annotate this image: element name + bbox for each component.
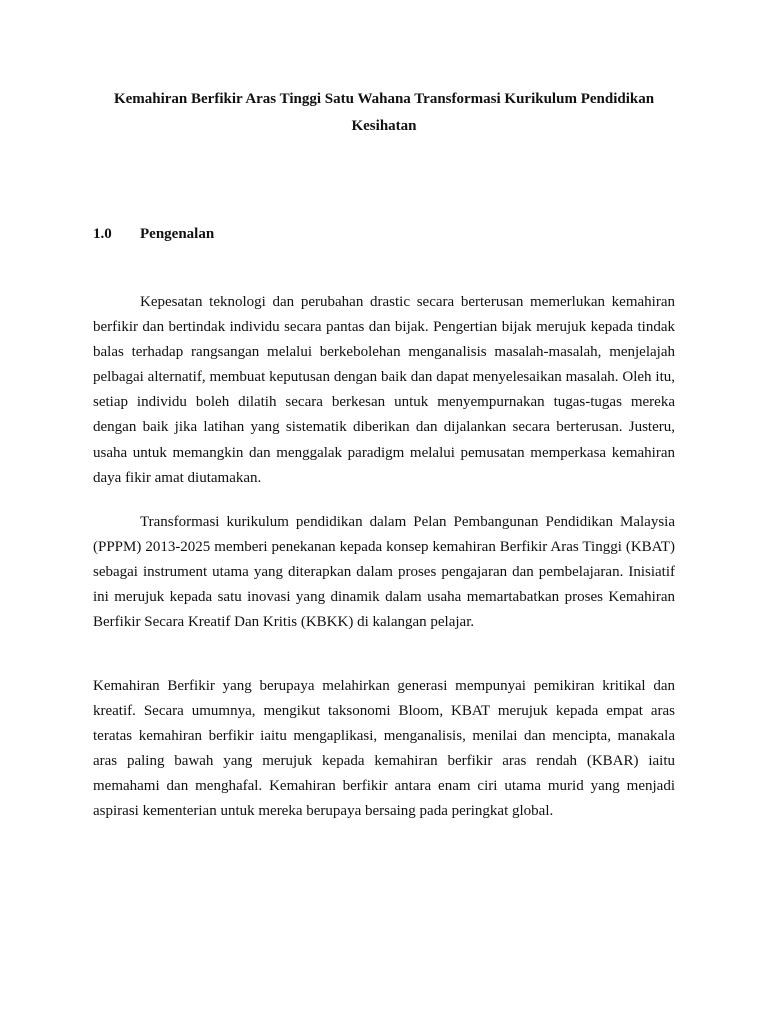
section-heading bbox=[93, 222, 214, 246]
paragraph-3: Kemahiran Berfikir yang berupaya melahirkan generasi mempunyai pemikiran kritikal dan kreatif. Secara umumnya, mengikut taksonomi Bloom, KBAT merujuk kepada empat aras teratas kemahiran berfikir iaitu mengaplikasi, menganalisis, menilai dan mencipta, manakala aras paling bawah yang merujuk kepada kemahiran berfikir aras rendah (KBAR) iaitu memahami dan menghafal. Kemahiran berfikir antara enam ciri utama murid yang menjadi aspirasi kementerian untuk mereka berupaya bersaing pada peringkat global. bbox=[93, 678, 675, 820]
paragraph-2: Transformasi kurikulum pendidikan dalam Pelan Pembangunan Pendidikan Malaysia (PPPM) 2013-2025 memberi penekanan kepada konsep kemahiran Berfikir Aras Tinggi (KBAT) sebagai instrument utama yang diterapkan dalam proses pengajaran dan pembelajaran. Inisiatif ini merujuk kepada satu inovasi yang dinamik dalam usaha memartabatkan proses Kemahiran Berfikir Secara Kreatif Dan Kritis (KBKK) di kalangan pelajar. bbox=[93, 514, 675, 631]
paragraph-1: Kepesatan teknologi dan perubahan drastic secara berterusan memerlukan kemahiran berfikir dan bertindak individu secara pantas dan bijak. Pengertian bijak merujuk kepada tindak balas terhadap rangsangan melalui berkebolehan menganalisis masalah-masalah, menjelajah pelbagai alternatif, membuat keputusan dengan baik dan dapat menyelesaikan masalah. Oleh itu, setiap individu boleh dilatih secara berkesan untuk menyempurnakan tugas-tugas mereka dengan baik jika latihan yang sistematik diberikan dan dijalankan secara berterusan. Justeru, usaha untuk memangkin dan menggalak paradigm melalui pemusatan memperkasa kemahiran daya fikir amat diutamakan. bbox=[93, 294, 675, 486]
document-title: Kemahiran Berfikir Aras Tinggi Satu Wahana Transformasi Kurikulum Pendidikan Kesihatan bbox=[113, 91, 655, 134]
section-number: 1.0 bbox=[93, 226, 112, 242]
section-title: Pengenalan bbox=[140, 226, 215, 242]
